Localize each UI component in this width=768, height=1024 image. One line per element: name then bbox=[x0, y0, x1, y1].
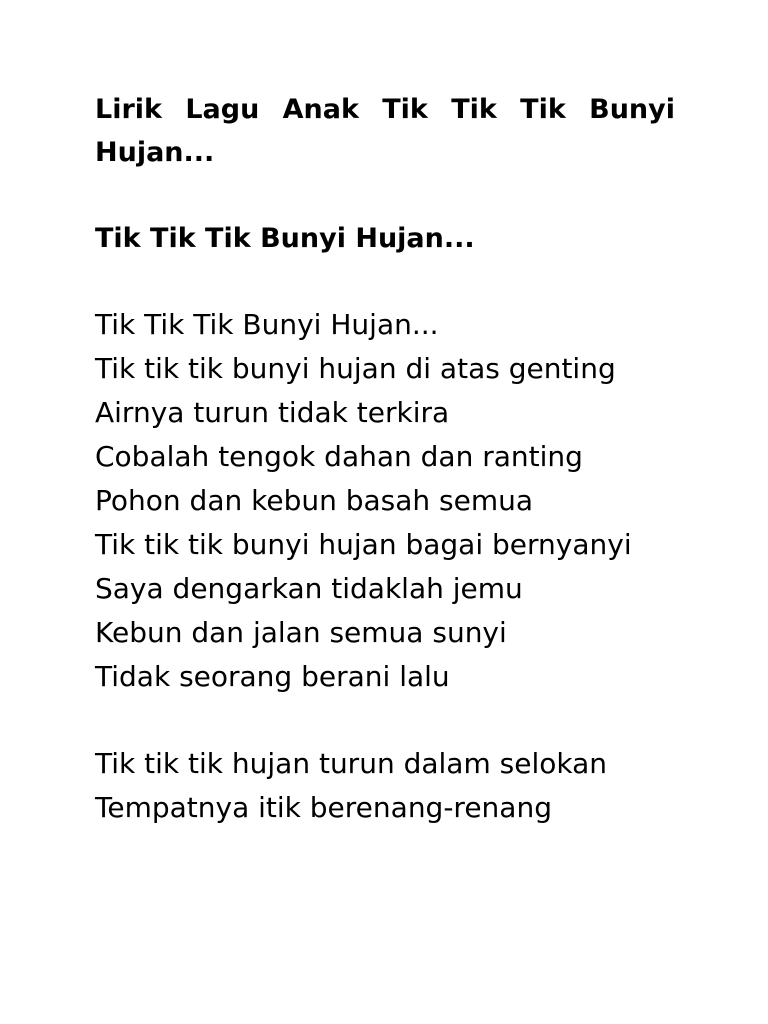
lyric-line: Pohon dan kebun basah semua bbox=[95, 484, 534, 517]
lyric-line: Tik tik tik hujan turun dalam selokan bbox=[95, 747, 607, 780]
lyrics-stanza-2 bbox=[95, 742, 675, 830]
lyric-line: Saya dengarkan tidaklah jemu bbox=[95, 572, 523, 605]
lyrics-stanza-1 bbox=[95, 303, 675, 699]
lyric-line: Kebun dan jalan semua sunyi bbox=[95, 616, 507, 649]
lyric-line: Tidak seorang berani lalu bbox=[95, 660, 450, 693]
lyric-line: Tik tik tik bunyi hujan di atas genting bbox=[95, 352, 616, 385]
lyric-line: Tempatnya itik berenang-renang bbox=[95, 791, 552, 824]
lyric-line: Tik tik tik bunyi hujan bagai bernyanyi bbox=[95, 528, 632, 561]
document-subtitle: Tik Tik Tik Bunyi Hujan... bbox=[95, 223, 475, 254]
lyric-line: Tik Tik Tik Bunyi Hujan... bbox=[95, 308, 439, 341]
lyric-line: Cobalah tengok dahan dan ranting bbox=[95, 440, 583, 473]
lyric-line: Airnya turun tidak terkira bbox=[95, 396, 450, 429]
document-title: Lirik Lagu Anak Tik Tik Tik Bunyi Hujan... bbox=[95, 94, 675, 168]
document-page bbox=[95, 88, 675, 830]
